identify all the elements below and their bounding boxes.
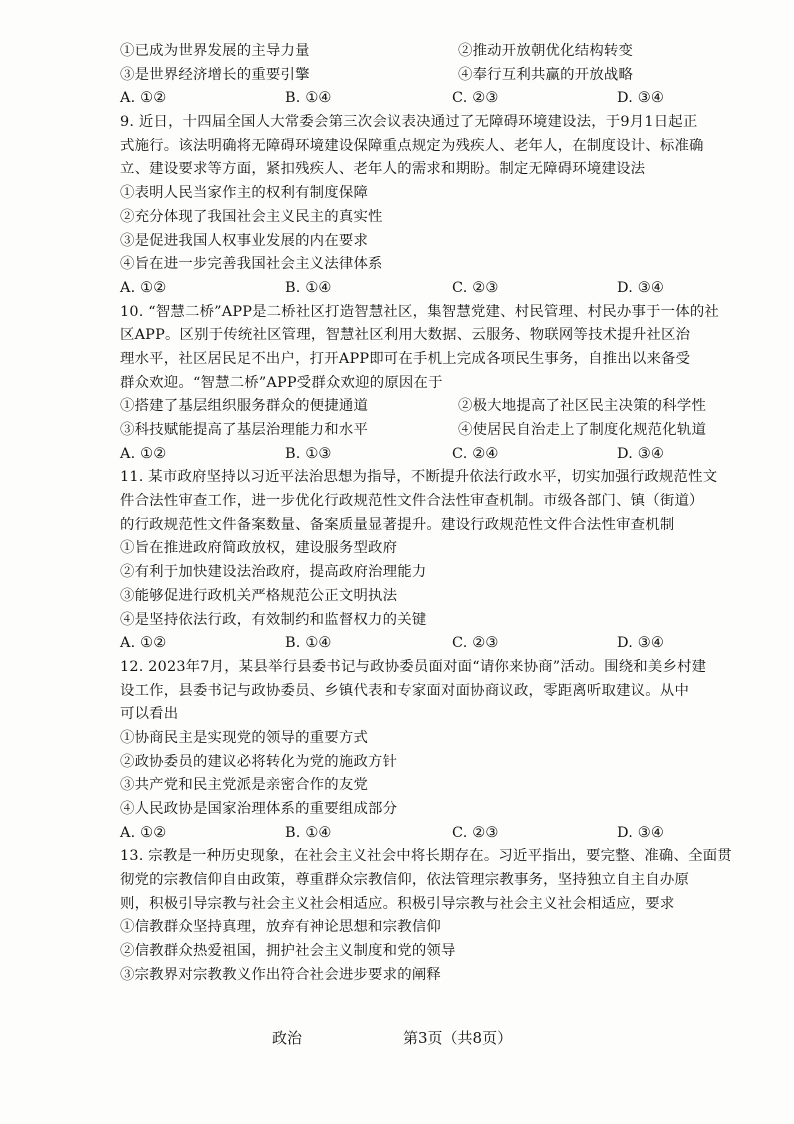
question-stem-line: 式施行。该法明确将无障碍环境建设保障重点规定为残疾人、老年人，在制度设计、标准确 xyxy=(120,137,704,154)
answer-c: C. ②③ xyxy=(452,824,499,841)
question-stem-line: 可以看出 xyxy=(120,706,179,723)
question-11 xyxy=(120,466,748,656)
subject-label: 政治 xyxy=(272,1029,303,1047)
question-stem-line: 件合法性审查工作，进一步优化行政规范性文件合法性审查机制。市级各部门、镇（街道） xyxy=(120,493,704,510)
option-4: ④使居民自治走上了制度化规范化轨道 xyxy=(458,422,707,438)
option-row xyxy=(120,395,748,419)
question-stem-line: 理水平，社区居民足不出户，打开APP即可在手机上完成各项民生事务，自推出以来备受 xyxy=(120,350,691,367)
option-1: ①已成为世界发展的主导力量 xyxy=(120,43,310,59)
option-4: ④旨在进一步完善我国社会主义法律体系 xyxy=(120,256,383,273)
answer-a: A. ①② xyxy=(120,824,167,841)
question-9 xyxy=(120,111,748,301)
answer-choices xyxy=(120,632,748,656)
answer-choices xyxy=(120,277,748,301)
question-stem-line: 12. 2023年7月，某县举行县委书记与政协委员面对面“请你来协商”活动。围绕和美乡村建 xyxy=(120,658,707,675)
answer-c: C. ②③ xyxy=(452,90,499,107)
answer-b: B. ①③ xyxy=(285,445,332,462)
option-1: ①表明人民当家作主的权利有制度保障 xyxy=(120,185,369,202)
page-number: 第3页（共8页） xyxy=(403,1029,513,1047)
question-stem-line: 立、建设要求等方面，紧扣残疾人、老年人的需求和期盼。制定无障碍环境建设法 xyxy=(120,161,646,178)
option-2: ②政协委员的建议必将转化为党的施政方针 xyxy=(120,753,398,770)
question-stem-line: 9. 近日，十四届全国人大常委会第三次会议表决通过了无障碍环境建设法，于9月1日起正 xyxy=(120,114,698,131)
option-3: ③科技赋能提高了基层治理能力和水平 xyxy=(120,422,369,438)
option-4: ④人民政协是国家治理体系的重要组成部分 xyxy=(120,801,398,817)
option-2: ②有利于加快建设法治政府，提高政府治理能力 xyxy=(120,564,427,581)
option-row xyxy=(120,40,748,64)
answer-d: D. ③④ xyxy=(617,90,664,107)
answer-choices xyxy=(120,87,748,111)
answer-d: D. ③④ xyxy=(617,279,664,296)
answer-d: D. ③④ xyxy=(617,635,664,652)
option-row xyxy=(120,64,748,88)
option-row xyxy=(120,419,748,443)
answer-a: A. ①② xyxy=(120,279,167,296)
answer-choices xyxy=(120,443,748,467)
option-1: ①信教群众坚持真理，放弃有神论思想和宗教信仰 xyxy=(120,919,441,936)
answer-a: A. ①② xyxy=(120,635,167,652)
question-stem-line: 则，积极引导宗教与社会主义社会相适应。积极引导宗教与社会主义社会相适应，要求 xyxy=(120,895,675,912)
question-8-options xyxy=(120,40,748,111)
answer-a: A. ①② xyxy=(120,445,167,462)
answer-b: B. ①④ xyxy=(285,279,332,296)
option-3: ③宗教界对宗教教义作出符合社会进步要求的阐释 xyxy=(120,966,441,983)
option-2: ②极大地提高了社区民主决策的科学性 xyxy=(458,398,707,415)
option-2: ②充分体现了我国社会主义民主的真实性 xyxy=(120,208,383,225)
option-4: ④是坚持依法行政，有效制约和监督权力的关键 xyxy=(120,611,427,628)
question-stem-line: 11. 某市政府坚持以习近平法治思想为指导，不断提升依法行政水平，切实加强行政规范性文 xyxy=(120,469,718,486)
option-2: ②推动开放朝优化结构转变 xyxy=(458,43,634,59)
question-10 xyxy=(120,301,748,467)
option-1: ①旨在推进政府简政放权，建设服务型政府 xyxy=(120,540,398,557)
option-4: ④奉行互利共赢的开放战略 xyxy=(458,66,634,83)
question-stem-line: 区APP。区别于传统社区管理，智慧社区利用大数据、云服务、物联网等技术提升社区治 xyxy=(120,327,691,344)
answer-c: C. ②③ xyxy=(452,635,499,652)
option-1: ①协商民主是实现党的领导的重要方式 xyxy=(120,729,369,746)
answer-choices xyxy=(120,822,748,846)
answer-b: B. ①④ xyxy=(285,90,332,107)
question-stem-line: 群众欢迎。“智慧二桥”APP受群众欢迎的原因在于 xyxy=(120,374,443,391)
answer-d: D. ③④ xyxy=(617,445,664,462)
question-13 xyxy=(120,845,748,987)
question-stem-line: 13. 宗教是一种历史现象，在社会主义社会中将长期存在。习近平指出，要完整、准确、全面贯 xyxy=(120,848,732,865)
option-3: ③是世界经济增长的重要引擎 xyxy=(120,66,310,83)
question-12 xyxy=(120,656,748,846)
answer-b: B. ①④ xyxy=(285,824,332,841)
question-stem-line: 10. “智慧二桥”APP是二桥社区打造智慧社区，集智慧党建、村民管理、村民办事于一体的社 xyxy=(120,303,719,320)
option-3: ③能够促进行政机关严格规范公正文明执法 xyxy=(120,587,398,604)
option-1: ①搭建了基层组织服务群众的便捷通道 xyxy=(120,398,369,415)
page-footer xyxy=(0,1026,794,1050)
answer-d: D. ③④ xyxy=(617,824,664,841)
option-2: ②信教群众热爱祖国，拥护社会主义制度和党的领导 xyxy=(120,943,456,960)
question-stem-line: 的行政规范性文件备案数量、备案质量显著提升。建设行政规范性文件合法性审查机制 xyxy=(120,516,675,533)
answer-a: A. ①② xyxy=(120,90,167,107)
answer-c: C. ②④ xyxy=(452,445,499,462)
question-stem-line: 彻党的宗教信仰自由政策，尊重群众宗教信仰，依法管理宗教事务，坚持独立自主自办原 xyxy=(120,872,690,889)
option-3: ③共产党和民主党派是亲密合作的友党 xyxy=(120,777,369,794)
question-stem-line: 设工作，县委书记与政协委员、乡镇代表和专家面对面协商议政，零距离听取建议。从中 xyxy=(120,682,690,699)
option-3: ③是促进我国人权事业发展的内在要求 xyxy=(120,232,369,249)
answer-c: C. ②③ xyxy=(452,279,499,296)
answer-b: B. ①④ xyxy=(285,635,332,652)
